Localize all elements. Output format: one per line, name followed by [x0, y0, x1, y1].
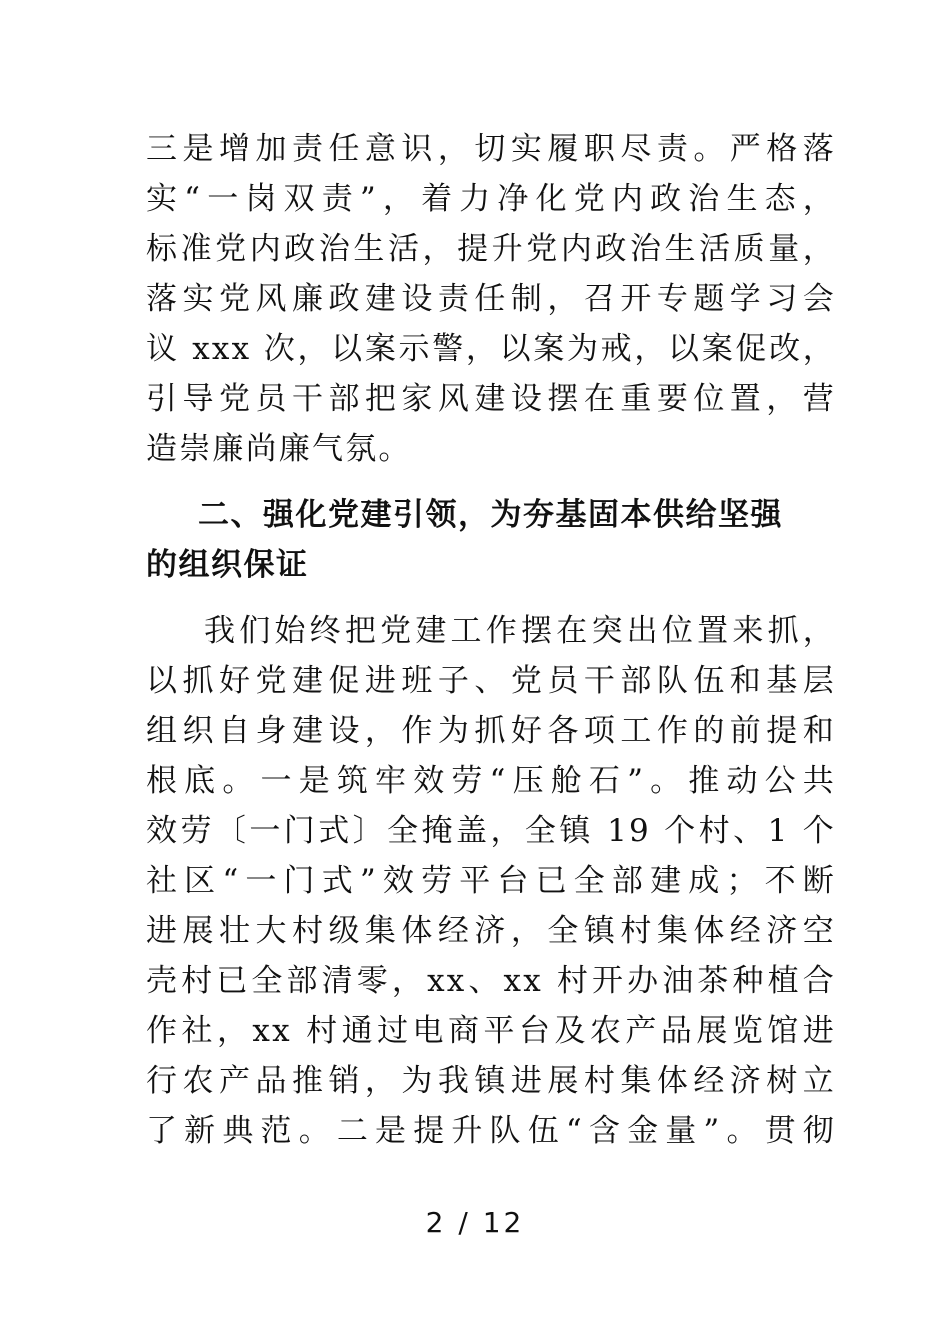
- paragraph-line: 标准党内政治生活，提升党内政治生活质量，: [146, 231, 836, 267]
- paragraph-line: 组织自身建设，作为抓好各项工作的前提和: [146, 713, 836, 749]
- paragraph-line: 以抓好党建促进班子、党员干部队伍和基层: [146, 663, 836, 699]
- section-heading: [146, 490, 836, 590]
- paragraph-line: 壳村已全部清零，xx、xx 村开办油茶种植合: [146, 963, 836, 999]
- paragraph-line: 社区“一门式”效劳平台已全部建成；不断: [146, 863, 836, 899]
- paragraph-line: 我们始终把党建工作摆在突出位置来抓，: [204, 613, 836, 649]
- paragraph-party-building: [146, 606, 836, 1156]
- heading-line: 的组织保证: [146, 547, 309, 583]
- paragraph-line: 了新典范。二是提升队伍“含金量”。贯彻: [146, 1113, 836, 1149]
- heading-line: 二、强化党建引领，为夯基固本供给坚强: [198, 497, 783, 533]
- paragraph-responsibility: [146, 124, 836, 474]
- paragraph-line: 作社，xx 村通过电商平台及农产品展览馆进: [146, 1013, 836, 1049]
- paragraph-line: 三是增加责任意识，切实履职尽责。严格落: [146, 131, 836, 167]
- paragraph-line: 落实党风廉政建设责任制，召开专题学习会: [146, 281, 836, 317]
- paragraph-line: 引导党员干部把家风建设摆在重要位置，营: [146, 381, 836, 417]
- paragraph-line: 根底。一是筑牢效劳“压舱石”。推动公共: [146, 763, 836, 799]
- paragraph-line: 造崇廉尚廉气氛。: [146, 431, 412, 467]
- paragraph-line: 实“一岗双责”，着力净化党内政治生态，: [146, 181, 836, 217]
- paragraph-line: 行农产品推销，为我镇进展村集体经济树立: [146, 1063, 836, 1099]
- paragraph-line: 效劳〔一门式〕全掩盖，全镇 19 个村、1 个: [146, 813, 836, 849]
- paragraph-line: 议 xxx 次，以案示警，以案为戒，以案促改，: [146, 331, 836, 367]
- paragraph-line: 进展壮大村级集体经济，全镇村集体经济空: [146, 913, 836, 949]
- page-number: 2 / 12: [425, 1206, 525, 1239]
